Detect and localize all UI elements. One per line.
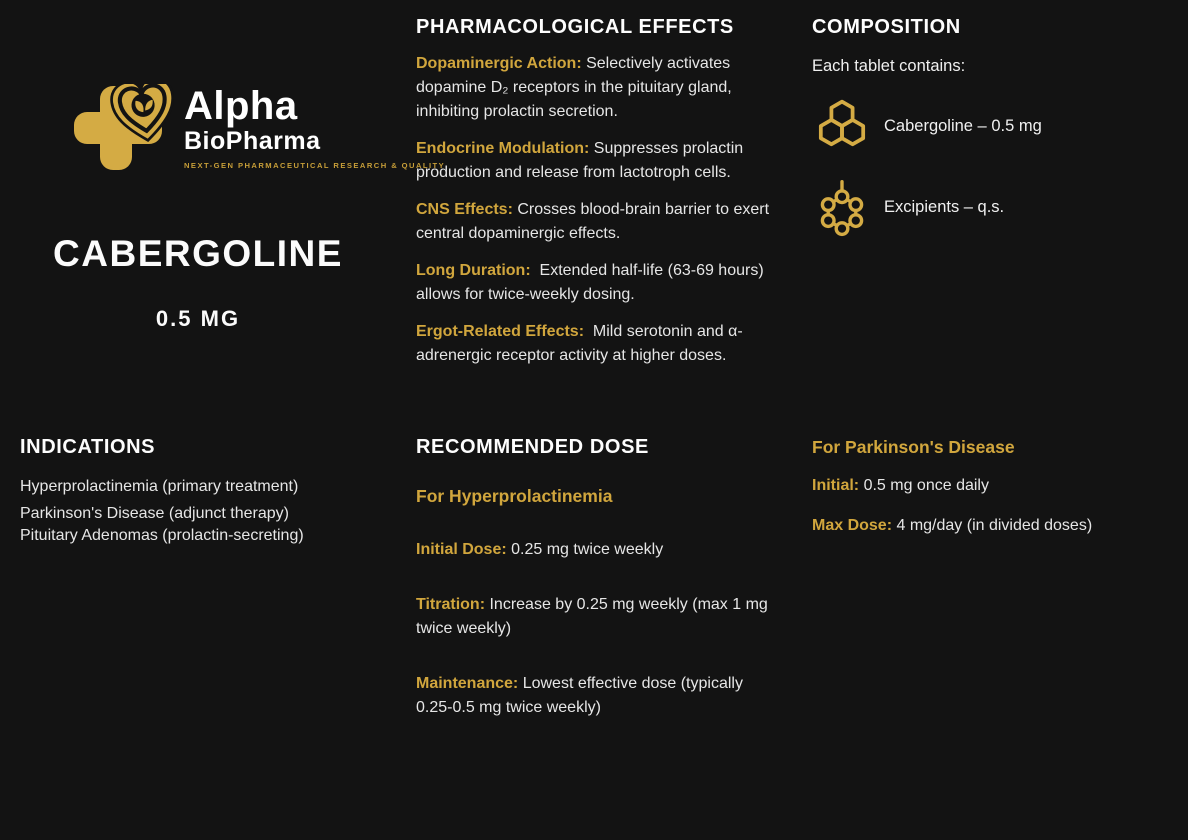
hyperprolactinemia-subheading: For Hyperprolactinemia (416, 486, 613, 506)
dose-text: 0.5 mg once daily (863, 477, 989, 494)
effect-label: Endocrine Modulation: (416, 140, 590, 157)
dose-item (812, 514, 1172, 538)
brand-logo (72, 84, 445, 170)
pharmacological-effects-heading: PHARMACOLOGICAL EFFECTS (416, 16, 734, 38)
dose-label: Initial Dose: (416, 541, 507, 558)
effect-text: Crosses blood-brain barrier to exert central dopaminergic effects. (416, 201, 770, 242)
recommended-dose-heading: RECOMMENDED DOSE (416, 436, 649, 458)
brand-wordmark (184, 84, 445, 170)
effect-text: Suppresses prolactin production and release from lactotroph cells. (416, 140, 744, 181)
product-strength: 0.5 MG (155, 306, 241, 331)
effect-item (416, 259, 774, 307)
cross-heart-logo-icon (72, 84, 178, 170)
effect-item (416, 52, 774, 124)
pharmacological-effects-section (416, 16, 774, 368)
dose-item (812, 474, 1172, 498)
effect-label: Long Duration: (416, 262, 531, 279)
indication-item: Hyperprolactinemia (primary treatment) (20, 478, 299, 495)
parkinsons-dose-section (812, 437, 1172, 538)
dose-item (416, 538, 774, 562)
composition-section (812, 16, 1172, 238)
effect-label: Dopaminergic Action: (416, 55, 582, 72)
composition-item (812, 176, 1172, 238)
brand-tagline: NEXT-GEN PHARMACEUTICAL RESEARCH & QUALITY (184, 161, 446, 170)
effect-item (416, 137, 774, 185)
effect-item (416, 198, 774, 246)
composition-item (812, 95, 1172, 157)
effect-text: Selectively activates dopamine D₂ receptors in the pituitary gland, inhibiting prolactin secretion. (416, 55, 732, 120)
dose-label: Maintenance: (416, 675, 519, 692)
dose-text: Lowest effective dose (typically 0.25-0.5 mg twice weekly) (416, 675, 743, 716)
indications-heading: INDICATIONS (20, 436, 156, 458)
composition-item-text: Excipients – q.s. (884, 197, 1005, 216)
hexagon-cluster-icon (812, 95, 872, 157)
dose-label: Max Dose: (812, 517, 893, 534)
dose-text: 0.25 mg twice weekly (511, 541, 664, 558)
product-name: CABERGOLINE (53, 233, 343, 274)
composition-item-text: Cabergoline – 0.5 mg (884, 116, 1042, 135)
indication-item: Pituitary Adenomas (prolactin-secreting) (20, 527, 304, 544)
effect-item (416, 320, 774, 368)
dose-text: Increase by 0.25 mg weekly (max 1 mg twice weekly) (416, 596, 768, 637)
dose-item (416, 672, 774, 720)
brand-name-line1: Alpha (184, 84, 298, 128)
dose-label: Initial: (812, 477, 860, 494)
dose-label: Titration: (416, 596, 486, 613)
dose-text: 4 mg/day (in divided doses) (896, 517, 1093, 534)
effect-label: Ergot-Related Effects: (416, 323, 585, 340)
composition-heading: COMPOSITION (812, 16, 961, 38)
composition-intro: Each tablet contains: (812, 57, 966, 75)
effect-text: Extended half-life (63-69 hours) allows for twice-weekly dosing. (416, 262, 764, 303)
molecule-ring-icon (812, 176, 872, 238)
dose-item (416, 593, 774, 641)
indications-section (20, 436, 396, 547)
brand-name-line2: BioPharma (184, 127, 321, 155)
recommended-dose-section (416, 436, 774, 720)
effect-label: CNS Effects: (416, 201, 513, 218)
effect-text: Mild serotonin and α-adrenergic receptor activity at higher doses. (416, 323, 743, 364)
parkinsons-subheading: For Parkinson's Disease (812, 437, 1015, 457)
indication-item: Parkinson's Disease (adjunct therapy) (20, 505, 289, 522)
